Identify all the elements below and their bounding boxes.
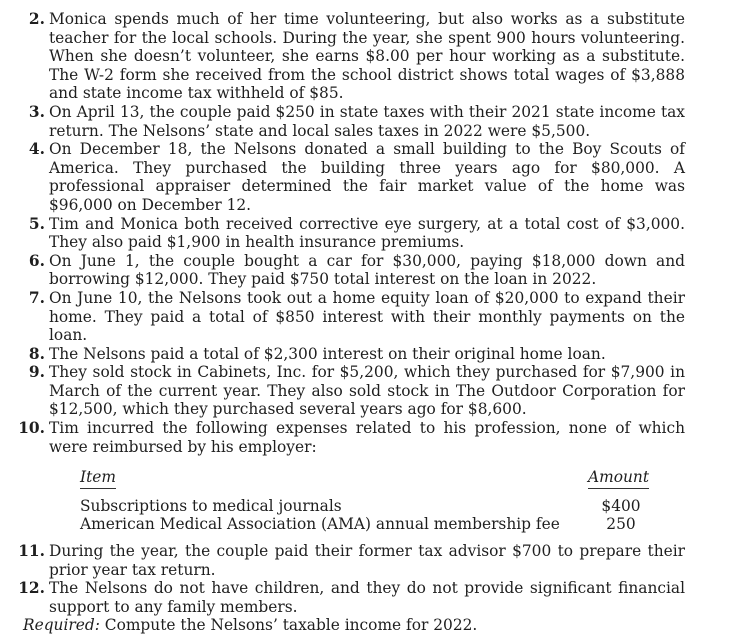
list-item-2 xyxy=(0,10,734,103)
item-number: 6. xyxy=(28,251,45,270)
item-number: 5. xyxy=(28,214,45,233)
list-item-6 xyxy=(0,252,734,289)
list-item-3 xyxy=(0,103,734,140)
expense-table xyxy=(80,468,649,534)
item-text: On June 10, the Nelsons took out a home equity loan of $20,000 to expand their home. They paid a total of $850 interest with their monthly payments on the loan. xyxy=(49,288,685,345)
item-text: The Nelsons do not have children, and they do not provide significant financial support to any family members. xyxy=(49,579,685,616)
item-number: 3. xyxy=(28,102,45,121)
table-row xyxy=(80,515,649,534)
item-number: 12. xyxy=(18,579,45,598)
required-statement xyxy=(23,616,734,635)
item-number: 2. xyxy=(28,10,45,28)
list-item-7 xyxy=(0,289,734,345)
required-text: Compute the Nelsons’ taxable income for 2022. xyxy=(104,616,478,635)
item-number: 10. xyxy=(18,419,45,438)
list-item-4 xyxy=(0,140,734,214)
list-item-10 xyxy=(0,419,734,456)
item-number: 11. xyxy=(18,542,45,561)
table-row xyxy=(80,497,649,516)
item-text: On April 13, the couple paid $250 in state taxes with their 2021 state income tax return. The Nelsons’ state and local sales taxes in 2022 were $5,500. xyxy=(49,102,685,140)
item-text: On June 1, the couple bought a car for $30,000, paying $18,000 down and borrowing $12,000. They paid $750 total interest on the loan in 2022. xyxy=(49,251,685,289)
list-item-8 xyxy=(0,345,734,364)
item-text: Tim incurred the following expenses related to his profession, none of which were reimbursed by his employer: xyxy=(49,419,685,456)
row-item: American Medical Association (AMA) annual membership fee xyxy=(80,515,560,534)
header-amount: Amount xyxy=(588,468,649,489)
item-text: The Nelsons paid a total of $2,300 interest on their original home loan. xyxy=(49,344,606,363)
row-amount: 250 xyxy=(606,515,636,534)
item-text: Tim and Monica both received corrective eye surgery, at a total cost of $3,000. They also paid $1,900 in health insurance premiums. xyxy=(49,214,685,252)
header-item: Item xyxy=(80,468,116,489)
list-item-12 xyxy=(0,579,734,616)
row-amount: $400 xyxy=(601,496,641,515)
required-label: Required: xyxy=(23,616,100,635)
item-text: They sold stock in Cabinets, Inc. for $5,200, which they purchased for $7,900 in March of the current year. They also sold stock in The Outdoor Corporation for $12,500, which they purchased several years ago for $8,600. xyxy=(49,363,685,419)
item-number: 4. xyxy=(28,140,45,159)
item-number: 7. xyxy=(28,288,45,307)
list-item-9 xyxy=(0,363,734,419)
item-text: Monica spends much of her time volunteering, but also works as a substitute teacher for the local schools. During the year, she spent 900 hours volunteering. When she doesn’t volunteer, she earns $8.00 per hour working as a substitute. The W-2 form she received from the school district shows total wages of $3,888 and state income tax withheld of $85. xyxy=(49,10,685,103)
list-item-5 xyxy=(0,215,734,252)
item-text: On December 18, the Nelsons donated a small building to the Boy Scouts of America. They purchased the building three years ago for $80,000. A professional appraiser determined the fair market value of the home was $96,000 on December 12. xyxy=(49,140,685,214)
item-number: 9. xyxy=(28,363,45,382)
row-item: Subscriptions to medical journals xyxy=(80,496,342,515)
item-number: 8. xyxy=(28,344,45,363)
table-header xyxy=(80,468,649,489)
problem-document xyxy=(0,10,734,635)
item-text: During the year, the couple paid their former tax advisor $700 to prepare their prior year tax return. xyxy=(49,542,685,579)
list-item-11 xyxy=(0,542,734,579)
